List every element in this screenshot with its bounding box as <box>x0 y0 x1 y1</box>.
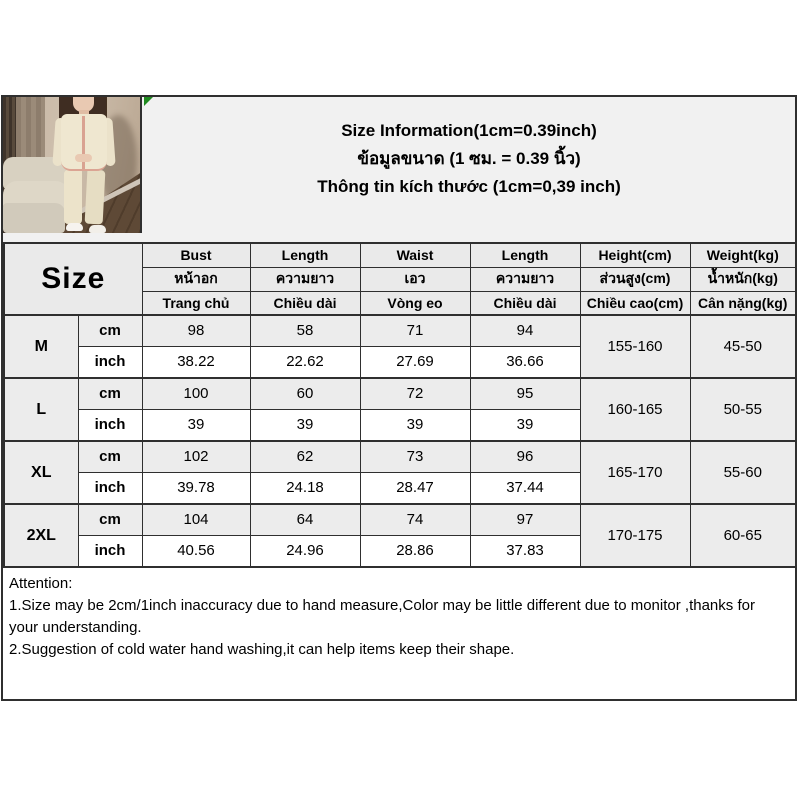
m-weight-range: 45-50 <box>690 315 796 378</box>
header-waist-th: เอว <box>360 267 470 291</box>
photo-model-hands <box>75 154 92 162</box>
2xl-length-cm: 64 <box>250 504 360 535</box>
title-vietnamese: Thông tin kích thước (1cm=0,39 inch) <box>317 177 621 196</box>
2xl-length-inch: 24.96 <box>250 535 360 567</box>
title-english: Size Information(1cm=0.39inch) <box>341 121 597 140</box>
header-height-vi: Chiều cao(cm) <box>580 291 690 315</box>
unit-inch: inch <box>78 409 142 441</box>
header-length2-en: Length <box>470 243 580 267</box>
2xl-waist-cm: 74 <box>360 504 470 535</box>
xl-length-inch: 24.18 <box>250 472 360 504</box>
unit-inch: inch <box>78 535 142 567</box>
2xl-height-range: 170-175 <box>580 504 690 567</box>
attention-note-1: 1.Size may be 2cm/1inch inaccuracy due to hand measure,Color may be little different due to monitor ,thanks for your understanding. <box>9 597 755 636</box>
table-row-2xl-cm <box>4 504 796 535</box>
2xl-length2-cm: 97 <box>470 504 580 535</box>
unit-inch: inch <box>78 472 142 504</box>
title-block <box>143 117 795 201</box>
table-row-l-cm <box>4 378 796 409</box>
m-length-inch: 22.62 <box>250 346 360 378</box>
attention-note-2: 2.Suggestion of cold water hand washing,it can help items keep their shape. <box>9 641 515 658</box>
xl-length-cm: 62 <box>250 441 360 472</box>
unit-inch: inch <box>78 346 142 378</box>
header-weight-th: น้ำหนัก(kg) <box>690 267 796 291</box>
m-length-cm: 58 <box>250 315 360 346</box>
header-length2-th: ความยาว <box>470 267 580 291</box>
size-chart-panel <box>1 95 797 701</box>
unit-cm: cm <box>78 315 142 346</box>
header-length-en: Length <box>250 243 360 267</box>
header-weight-vi: Cân nặng(kg) <box>690 291 796 315</box>
2xl-length2-inch: 37.83 <box>470 535 580 567</box>
m-height-range: 155-160 <box>580 315 690 378</box>
xl-waist-inch: 28.47 <box>360 472 470 504</box>
2xl-bust-inch: 40.56 <box>142 535 250 567</box>
header-bust-th: หน้าอก <box>142 267 250 291</box>
unit-cm: cm <box>78 504 142 535</box>
unit-cm: cm <box>78 441 142 472</box>
photo-sofa-seat <box>3 203 65 233</box>
xl-bust-inch: 39.78 <box>142 472 250 504</box>
photo-pajama-pants <box>64 170 82 224</box>
title-thai: ข้อมูลขนาด (1 ซม. = 0.39 นิ้ว) <box>357 149 581 168</box>
l-height-range: 160-165 <box>580 378 690 441</box>
unit-cm: cm <box>78 378 142 409</box>
2xl-waist-inch: 28.86 <box>360 535 470 567</box>
xl-length2-cm: 96 <box>470 441 580 472</box>
product-photo <box>3 97 142 233</box>
size-name-2xl: 2XL <box>4 504 78 567</box>
m-waist-cm: 71 <box>360 315 470 346</box>
size-name-m: M <box>4 315 78 378</box>
header-length-th: ความยาว <box>250 267 360 291</box>
header-height-th: ส่วนสูง(cm) <box>580 267 690 291</box>
2xl-weight-range: 60-65 <box>690 504 796 567</box>
size-corner-label: Size <box>4 243 142 315</box>
m-bust-cm: 98 <box>142 315 250 346</box>
m-waist-inch: 27.69 <box>360 346 470 378</box>
green-corner-marker-icon <box>144 97 153 106</box>
l-bust-cm: 100 <box>142 378 250 409</box>
l-length-cm: 60 <box>250 378 360 409</box>
l-length-inch: 39 <box>250 409 360 441</box>
photo-slipper <box>66 223 83 231</box>
header-length-vi: Chiều dài <box>250 291 360 315</box>
header-length2-vi: Chiều dài <box>470 291 580 315</box>
xl-height-range: 165-170 <box>580 441 690 504</box>
m-bust-inch: 38.22 <box>142 346 250 378</box>
l-bust-inch: 39 <box>142 409 250 441</box>
xl-waist-cm: 73 <box>360 441 470 472</box>
photo-pajama-pants <box>85 170 106 225</box>
xl-length2-inch: 37.44 <box>470 472 580 504</box>
l-length2-cm: 95 <box>470 378 580 409</box>
l-waist-cm: 72 <box>360 378 470 409</box>
header-bust-vi: Trang chủ <box>142 291 250 315</box>
table-row-xl-cm <box>4 441 796 472</box>
l-length2-inch: 39 <box>470 409 580 441</box>
table-row-m-cm <box>4 315 796 346</box>
size-name-l: L <box>4 378 78 441</box>
size-table <box>3 242 797 568</box>
attention-section <box>3 568 795 699</box>
m-length2-cm: 94 <box>470 315 580 346</box>
header-bust-en: Bust <box>142 243 250 267</box>
2xl-bust-cm: 104 <box>142 504 250 535</box>
m-length2-inch: 36.66 <box>470 346 580 378</box>
header-height-en: Height(cm) <box>580 243 690 267</box>
l-weight-range: 50-55 <box>690 378 796 441</box>
header-waist-vi: Vòng eo <box>360 291 470 315</box>
attention-label: Attention: <box>9 575 73 592</box>
xl-weight-range: 55-60 <box>690 441 796 504</box>
photo-slipper <box>89 225 106 233</box>
header-waist-en: Waist <box>360 243 470 267</box>
size-name-xl: XL <box>4 441 78 504</box>
xl-bust-cm: 102 <box>142 441 250 472</box>
l-waist-inch: 39 <box>360 409 470 441</box>
header-weight-en: Weight(kg) <box>690 243 796 267</box>
